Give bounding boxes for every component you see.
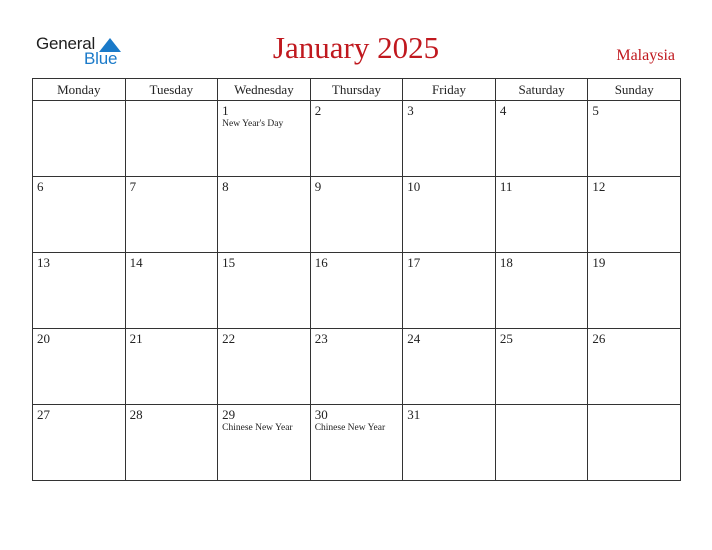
weekday-header: Saturday	[495, 79, 588, 101]
day-cell	[403, 253, 496, 329]
day-number: 16	[314, 255, 328, 270]
day-number: 12	[592, 179, 606, 194]
day-number: 24	[407, 331, 421, 346]
day-number: 17	[407, 255, 421, 270]
week-row	[33, 253, 681, 329]
day-number: 4	[499, 103, 507, 118]
day-number: 5	[592, 103, 599, 118]
day-cell	[125, 101, 218, 177]
day-cell	[310, 405, 403, 481]
day-cell	[33, 177, 126, 253]
day-number: 10	[407, 179, 421, 194]
day-number: 21	[129, 331, 143, 346]
day-cell	[495, 329, 588, 405]
week-row	[33, 101, 681, 177]
day-number: 27	[37, 407, 50, 422]
country-label: Malaysia	[616, 47, 675, 64]
day-cell	[33, 253, 126, 329]
day-number: 7	[129, 179, 137, 194]
day-number: 8	[222, 179, 229, 194]
day-number: 25	[499, 331, 513, 346]
weekday-header: Wednesday	[218, 79, 311, 101]
day-number: 2	[314, 103, 322, 118]
day-cell	[125, 329, 218, 405]
day-number: 14	[129, 255, 143, 270]
weekday-header: Monday	[33, 79, 126, 101]
day-number: 11	[499, 179, 513, 194]
day-cell	[218, 329, 311, 405]
day-cell	[588, 405, 681, 481]
day-cell	[495, 177, 588, 253]
day-cell	[125, 405, 218, 481]
day-cell	[218, 253, 311, 329]
day-number: 19	[592, 255, 606, 270]
logo-text-blue: Blue	[84, 49, 118, 68]
day-cell	[588, 101, 681, 177]
day-number: 26	[592, 331, 606, 346]
day-cell	[33, 329, 126, 405]
day-number: 6	[37, 179, 44, 194]
day-cell	[403, 405, 496, 481]
day-cell	[218, 177, 311, 253]
day-cell	[588, 177, 681, 253]
day-cell	[495, 405, 588, 481]
day-number: 22	[222, 331, 236, 346]
day-number: 23	[314, 331, 328, 346]
day-number: 3	[407, 103, 414, 118]
day-number: 1	[222, 103, 229, 118]
day-cell	[495, 253, 588, 329]
day-cell	[33, 405, 126, 481]
holiday-label: Chinese New Year	[222, 423, 293, 433]
day-cell	[218, 405, 311, 481]
calendar-grid	[32, 78, 681, 481]
day-cell	[310, 253, 403, 329]
holiday-label: Chinese New Year	[314, 423, 386, 433]
day-cell	[588, 253, 681, 329]
week-row	[33, 329, 681, 405]
day-cell	[403, 329, 496, 405]
day-number: 28	[129, 407, 143, 422]
day-cell	[403, 177, 496, 253]
day-cell	[310, 177, 403, 253]
logo-text-general: General	[36, 34, 96, 53]
weekday-header-row	[33, 79, 681, 101]
day-cell	[310, 329, 403, 405]
day-cell	[33, 101, 126, 177]
day-cell	[310, 101, 403, 177]
day-cell	[495, 101, 588, 177]
day-number: 18	[499, 255, 513, 270]
day-cell	[588, 329, 681, 405]
calendar-title: January 2025	[272, 30, 440, 65]
day-number: 9	[314, 179, 322, 194]
day-number: 20	[37, 331, 50, 346]
holiday-label: New Year's Day	[222, 119, 284, 129]
weekday-header: Tuesday	[125, 79, 218, 101]
day-cell	[218, 101, 311, 177]
day-number: 29	[222, 407, 236, 422]
day-cell	[403, 101, 496, 177]
day-cell	[125, 253, 218, 329]
day-number: 13	[37, 255, 50, 270]
day-number: 31	[407, 407, 421, 422]
day-cell	[125, 177, 218, 253]
day-number: 30	[314, 407, 328, 422]
weekday-header: Thursday	[310, 79, 403, 101]
week-row	[33, 177, 681, 253]
day-number: 15	[222, 255, 236, 270]
week-row	[33, 405, 681, 481]
weekday-header: Friday	[403, 79, 496, 101]
weekday-header: Sunday	[588, 79, 681, 101]
